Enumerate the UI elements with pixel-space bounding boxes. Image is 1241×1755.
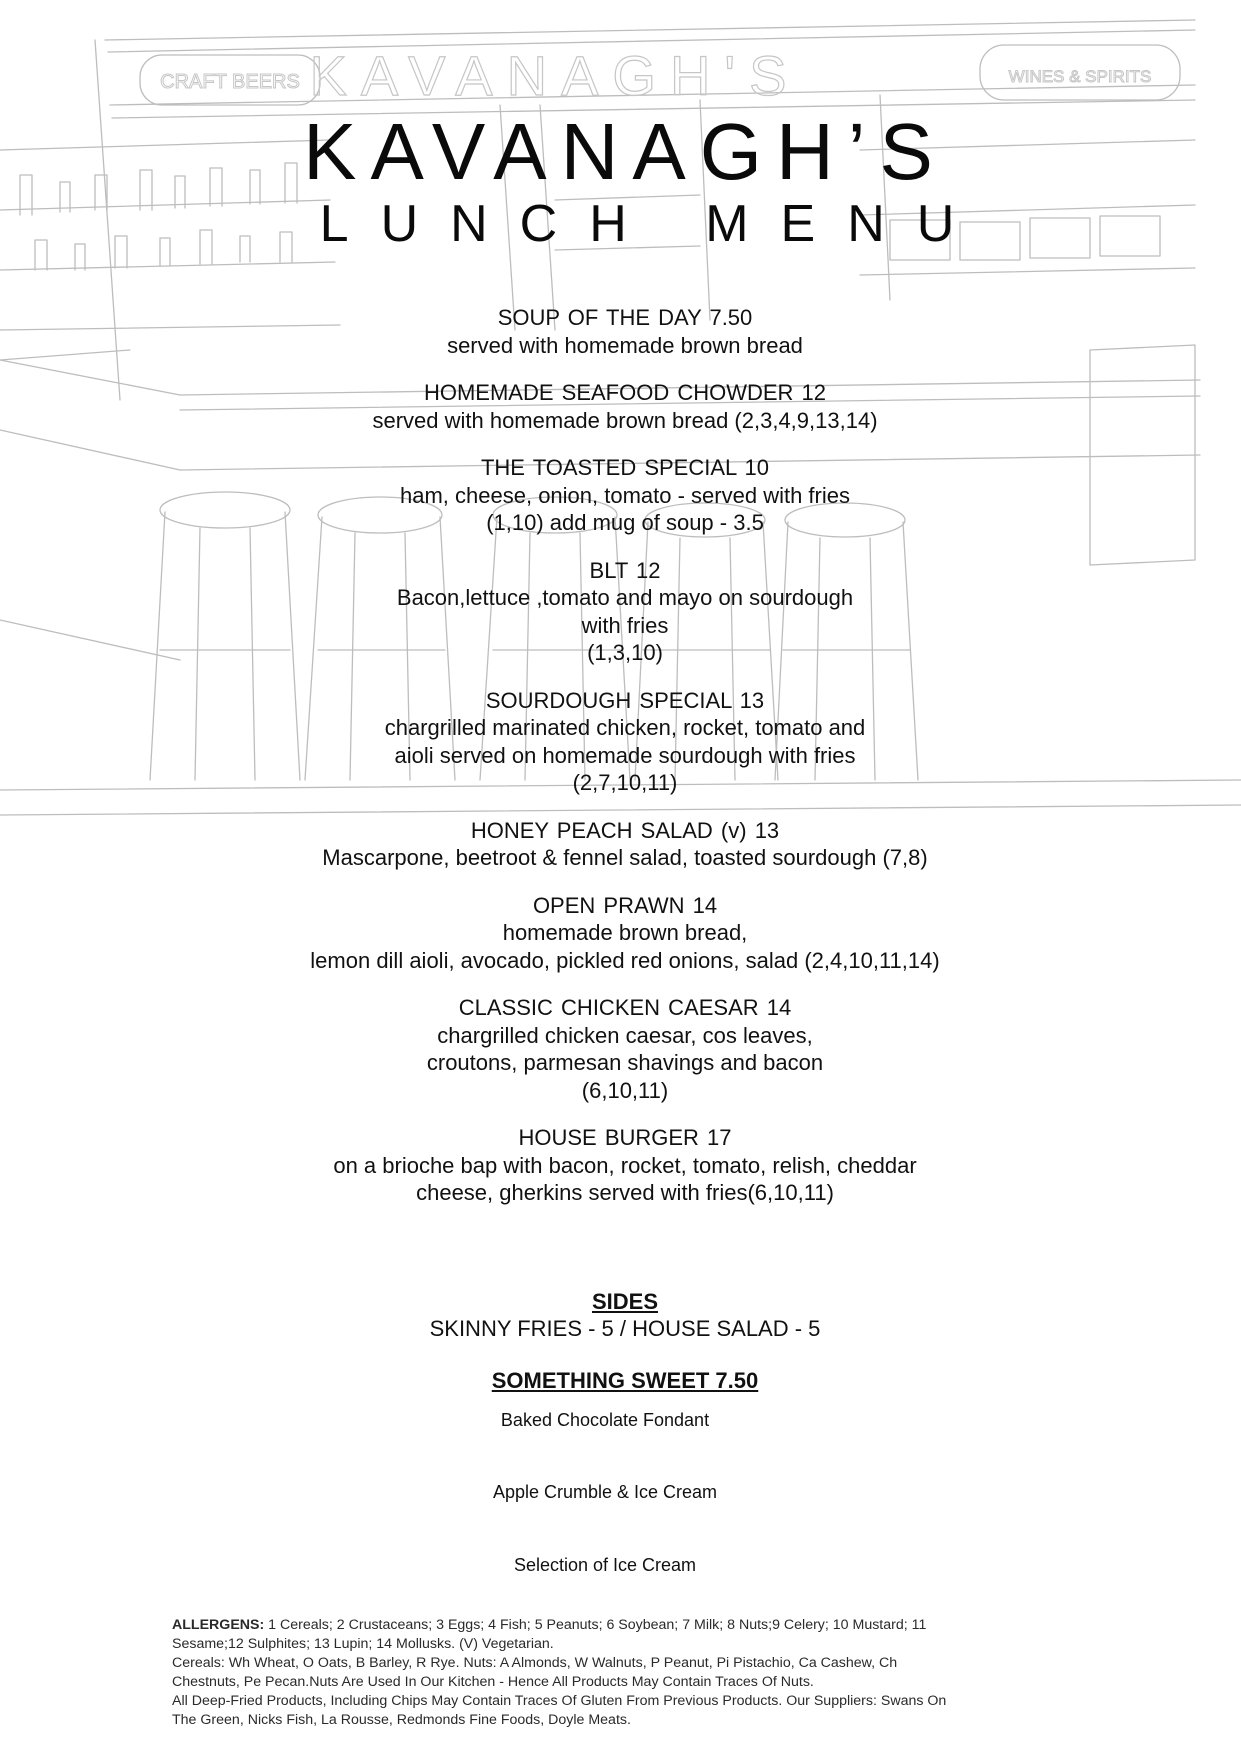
allergens-footer xyxy=(172,1616,1092,1730)
menu-item-description: ham, cheese, onion, tomato - served with fries xyxy=(400,482,850,508)
menu-item-description: homemade brown bread, xyxy=(502,920,748,945)
allergens-label: ALLERGENS: xyxy=(172,1617,265,1633)
menu-item-description: served with homemade brown bread xyxy=(447,332,803,358)
menu-item-description: croutons, parmesan shavings and bacon xyxy=(426,1050,824,1075)
sides-section xyxy=(170,1288,1080,1342)
menu-item-name: HOMEMADE SEAFOOD CHOWDER 12 xyxy=(423,380,827,405)
menu-item-name: THE TOASTED SPECIAL 10 xyxy=(480,455,770,480)
menu-item-description: (1,10) add mug of soup - 3.5 xyxy=(486,510,764,535)
menu-item-open-prawn xyxy=(170,892,1080,975)
menu-item-description: on a brioche bap with bacon, rocket, tomato, relish, cheddar xyxy=(333,1152,917,1178)
sign-center-text: KAVANAGH'S xyxy=(309,44,801,107)
sign-left-text: CRAFT BEERS xyxy=(160,71,300,93)
menu-item-description: aioli served on homemade sourdough with fries xyxy=(394,742,856,768)
sides-text: SKINNY FRIES - 5 / HOUSE SALAD - 5 xyxy=(429,1316,821,1341)
menu-item-description: chargrilled marinated chicken, rocket, tomato and xyxy=(384,715,866,740)
menu-item-sourdough-special xyxy=(170,687,1080,797)
page-title: KAVANAGH’S xyxy=(303,107,947,196)
allergens-list: 1 Cereals; 2 Crustaceans; 3 Eggs; 4 Fish; 5 Peanuts; 6 Soybean; 7 Milk; 8 Nuts;9 Celery; 10 Mustard; 11 xyxy=(264,1617,927,1633)
menu-item-honey-peach-salad xyxy=(170,817,1080,872)
menu-item-name: CLASSIC CHICKEN CAESAR 14 xyxy=(458,995,792,1020)
allergens-line: Chestnuts, Pe Pecan.Nuts Are Used In Our Kitchen - Hence All Products May Contain Traces Of Nuts. xyxy=(172,1674,814,1690)
menu-item-description: chargrilled chicken caesar, cos leaves, xyxy=(437,1022,813,1048)
sweet-heading: SOMETHING SWEET 7.50 xyxy=(491,1368,759,1393)
dessert-item: Baked Chocolate Fondant xyxy=(500,1410,710,1430)
menu-item-chicken-caesar xyxy=(170,994,1080,1104)
menu-item-name: HONEY PEACH SALAD (v) 13 xyxy=(470,817,780,843)
menu-item-description: cheese, gherkins served with fries(6,10,11) xyxy=(416,1180,834,1205)
menu-item-name: HOUSE BURGER 17 xyxy=(518,1125,732,1150)
page-subtitle: LUNCH MENU xyxy=(319,195,987,253)
menu-item-toasted-special xyxy=(170,454,1080,537)
dessert-item: Selection of Ice Cream xyxy=(513,1555,697,1575)
menu-item-allergens: (2,7,10,11) xyxy=(572,770,678,795)
menu-item-allergens: (6,10,11) xyxy=(581,1077,669,1103)
menu-items xyxy=(170,304,1080,1227)
menu-item-description: Bacon,lettuce ,tomato and mayo on sourdough xyxy=(396,585,854,610)
allergens-line: The Green, Nicks Fish, La Rousse, Redmonds Fine Foods, Doyle Meats. xyxy=(172,1712,631,1728)
menu-item-description: Mascarpone, beetroot & fennel salad, toasted sourdough (7,8) xyxy=(322,845,928,870)
menu-item-chowder xyxy=(170,379,1080,434)
menu-item-soup xyxy=(170,304,1080,359)
menu-item-description: lemon dill aioli, avocado, pickled red onions, salad (2,4,10,11,14) xyxy=(310,947,940,973)
menu-item-house-burger xyxy=(170,1124,1080,1207)
menu-item-name: SOUP OF THE DAY 7.50 xyxy=(497,305,753,330)
allergens-line: Sesame;12 Sulphites; 13 Lupin; 14 Mollusks. (V) Vegetarian. xyxy=(172,1636,554,1652)
menu-item-description: served with homemade brown bread (2,3,4,9,13,14) xyxy=(372,407,878,433)
allergens-line xyxy=(172,1616,1092,1635)
menu-item-blt xyxy=(170,557,1080,667)
dessert-item: Apple Crumble & Ice Cream xyxy=(492,1482,718,1502)
menu-item-name: BLT 12 xyxy=(589,557,661,583)
sign-right-text: WINES & SPIRITS xyxy=(1008,67,1152,86)
allergens-line: Cereals: Wh Wheat, O Oats, B Barley, R Rye. Nuts: A Almonds, W Walnuts, P Peanut, Pi Pistachio, Ca Cashew, Ch xyxy=(172,1655,898,1671)
menu-item-name: OPEN PRAWN 14 xyxy=(532,892,718,918)
menu-item-description: with fries xyxy=(581,612,669,638)
sides-heading: SIDES xyxy=(591,1289,659,1314)
menu-item-name: SOURDOUGH SPECIAL 13 xyxy=(485,687,765,713)
allergens-line: All Deep-Fried Products, Including Chips May Contain Traces Of Gluten From Previous Products. Our Suppliers: Swans On xyxy=(172,1693,947,1709)
menu-item-allergens: (1,3,10) xyxy=(587,640,663,665)
